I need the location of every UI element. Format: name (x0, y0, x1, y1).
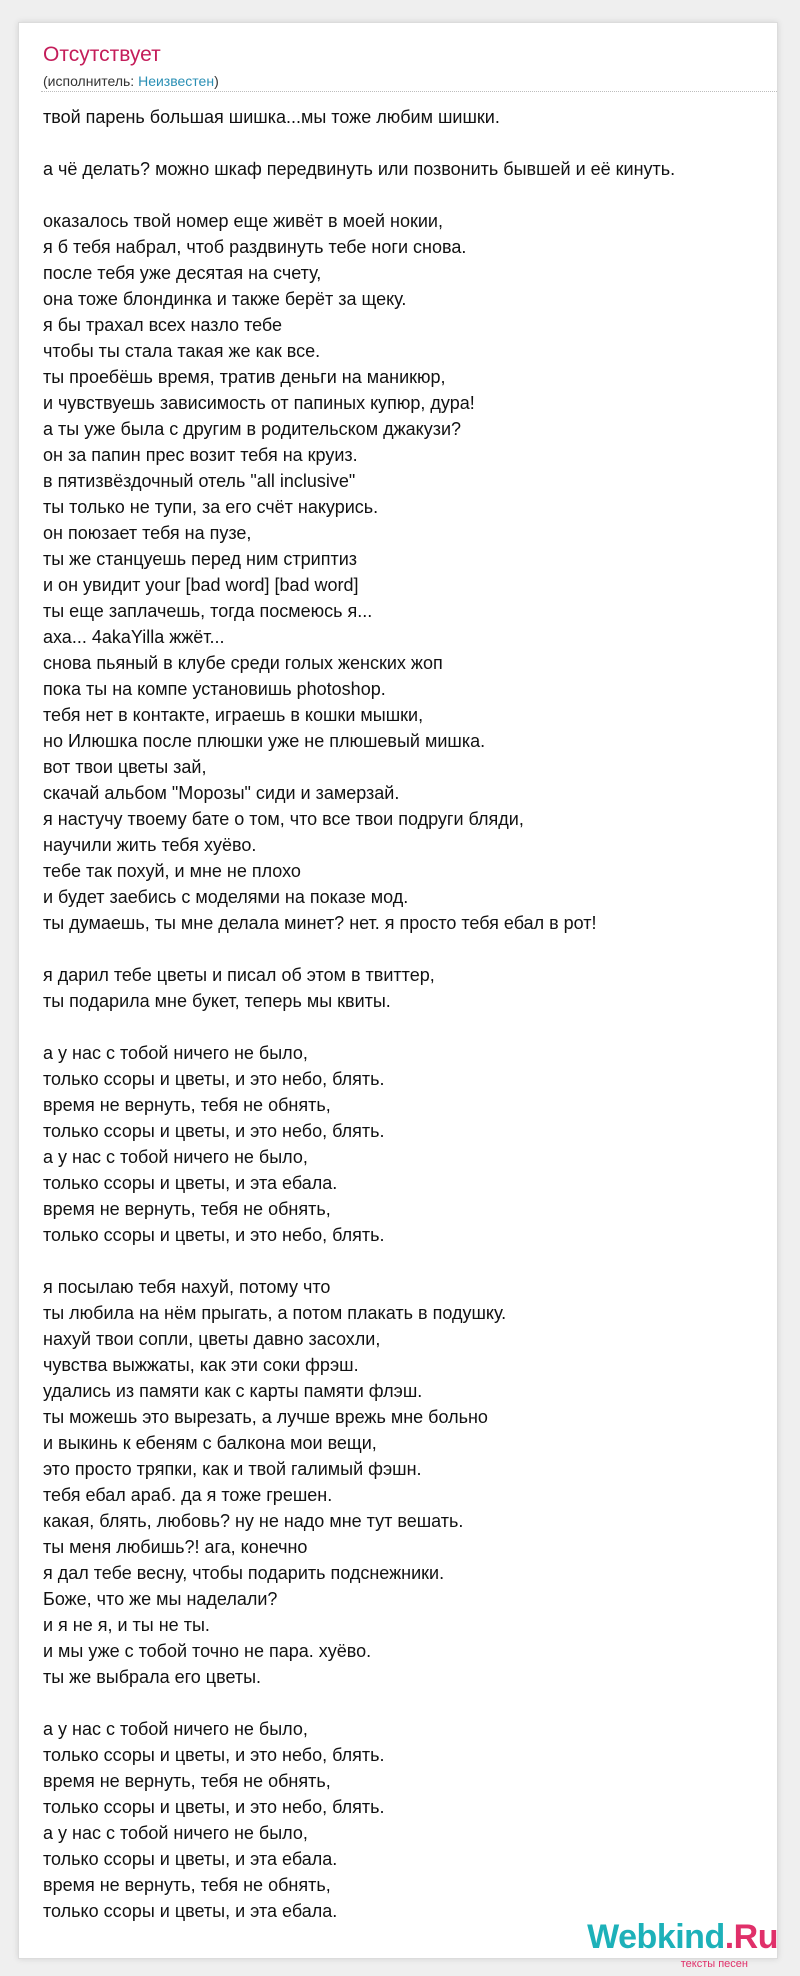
lyric-line: ты только не тупи, за его счёт накурись. (43, 497, 379, 517)
lyric-line: и он увидит your [bad word] [bad word] (43, 575, 359, 595)
lyric-line: научили жить тебя хуёво. (43, 835, 257, 855)
lyric-line: я дал тебе весну, чтобы подарить подснежники. (43, 1563, 445, 1583)
lyric-line: она тоже блондинка и также берёт за щеку. (43, 289, 407, 309)
lyric-line: ты подарила мне букет, теперь мы квиты. (43, 991, 391, 1011)
lyric-line: я б тебя набрал, чтоб раздвинуть тебе ноги снова. (43, 237, 467, 257)
lyric-line: ты можешь это вырезать, а лучше врежь мне больно (43, 1407, 488, 1427)
lyric-line: а чё делать? можно шкаф передвинуть или позвонить бывшей и её кинуть. (43, 159, 676, 179)
lyric-line: время не вернуть, тебя не обнять, (43, 1875, 331, 1895)
lyric-line: ты думаешь, ты мне делала минет? нет. я просто тебя ебал в рот! (43, 913, 597, 933)
stanza (43, 208, 773, 936)
lyric-line: оказалось твой номер еще живёт в моей нокии, (43, 211, 443, 231)
artist-line (43, 73, 219, 89)
lyric-line: скачай альбом "Морозы" сиди и замерзай. (43, 783, 400, 803)
lyric-line: я посылаю тебя нахуй, потому что (43, 1277, 331, 1297)
lyric-line: удались из памяти как с карты памяти флэш. (43, 1381, 423, 1401)
stanza (43, 1716, 773, 1924)
lyrics-page (18, 22, 778, 1959)
lyric-line: ты же станцуешь перед ним стриптиз (43, 549, 358, 569)
stanza (43, 156, 773, 182)
stanza (43, 1040, 773, 1248)
lyric-line: а у нас с тобой ничего не было, (43, 1043, 308, 1063)
lyric-line: он за папин прес возит тебя на круиз. (43, 445, 358, 465)
stanza (43, 104, 773, 130)
lyric-line: только ссоры и цветы, и это небо, блять. (43, 1121, 385, 1141)
lyric-line: и я не я, и ты не ты. (43, 1615, 210, 1635)
lyric-line: аха... 4akaYilla жжёт... (43, 627, 225, 647)
lyric-line: ты любила на нём прыгать, а потом плакать в подушку. (43, 1303, 507, 1323)
lyric-line: это просто тряпки, как и твой галимый фэшн. (43, 1459, 422, 1479)
lyric-line: Боже, что же мы наделали? (43, 1589, 278, 1609)
brand-name: Webkind (587, 1918, 725, 1956)
lyric-line: время не вернуть, тебя не обнять, (43, 1199, 331, 1219)
lyric-line: твой парень большая шишка...мы тоже любим шишки. (43, 107, 500, 127)
lyric-line: и мы уже с тобой точно не пара. хуёво. (43, 1641, 372, 1661)
lyric-line: тебя нет в контакте, играешь в кошки мышки, (43, 705, 424, 725)
lyric-line: ты же выбрала его цветы. (43, 1667, 262, 1687)
lyric-line: а ты уже была с другим в родительском джакузи? (43, 419, 462, 439)
lyric-line: снова пьяный в клубе среди голых женских жоп (43, 653, 443, 673)
stanza (43, 962, 773, 1014)
lyric-line: пока ты на компе установишь photoshop. (43, 679, 386, 699)
lyric-line: только ссоры и цветы, и это небо, блять. (43, 1225, 385, 1245)
lyric-line: и будет заебись с моделями на показе мод. (43, 887, 409, 907)
lyric-line: а у нас с тобой ничего не было, (43, 1823, 308, 1843)
lyric-line: я дарил тебе цветы и писал об этом в твиттер, (43, 965, 435, 985)
lyric-line: ты проебёшь время, тратив деньги на маникюр, (43, 367, 446, 387)
divider (41, 91, 777, 92)
artist-suffix: ) (214, 73, 219, 89)
lyric-line: в пятизвёздочный отель "all inclusive" (43, 471, 356, 491)
lyric-line: ты еще заплачешь, тогда посмеюсь я... (43, 601, 373, 621)
lyric-line: вот твои цветы зай, (43, 757, 207, 777)
lyric-line: время не вернуть, тебя не обнять, (43, 1771, 331, 1791)
lyric-line: после тебя уже десятая на счету, (43, 263, 322, 283)
artist-link[interactable]: Неизвестен (138, 73, 215, 89)
brand-logo (587, 1918, 778, 1957)
lyric-line: тебе так похуй, и мне не плохо (43, 861, 301, 881)
lyric-line: а у нас с тобой ничего не было, (43, 1719, 308, 1739)
lyric-line: ты меня любишь?! ага, конечно (43, 1537, 308, 1557)
lyric-line: чувства выжжаты, как эти соки фрэш. (43, 1355, 359, 1375)
lyric-line: а у нас с тобой ничего не было, (43, 1147, 308, 1167)
lyric-line: и чувствуешь зависимость от папиных купюр, дура! (43, 393, 475, 413)
lyric-line: он поюзает тебя на пузе, (43, 523, 252, 543)
lyric-line: только ссоры и цветы, и эта ебала. (43, 1901, 338, 1921)
stanza (43, 1274, 773, 1690)
lyric-line: тебя ебал араб. да я тоже грешен. (43, 1485, 333, 1505)
song-title: Отсутствует (43, 43, 161, 66)
lyric-line: время не вернуть, тебя не обнять, (43, 1095, 331, 1115)
lyric-line: только ссоры и цветы, и это небо, блять. (43, 1069, 385, 1089)
site-watermark (558, 1918, 778, 1970)
artist-prefix: (исполнитель: (43, 73, 139, 89)
lyric-line: я настучу твоему бате о том, что все твои подруги бляди, (43, 809, 524, 829)
brand-tagline: тексты песен (680, 1958, 748, 1970)
lyric-line: нахуй твои сопли, цветы давно засохли, (43, 1329, 381, 1349)
lyrics-body (43, 104, 773, 1950)
lyric-line: но Илюшка после плюшки уже не плюшевый мишка. (43, 731, 486, 751)
lyric-line: только ссоры и цветы, и это небо, блять. (43, 1797, 385, 1817)
lyric-line: чтобы ты стала такая же как все. (43, 341, 321, 361)
lyric-line: только ссоры и цветы, и это небо, блять. (43, 1745, 385, 1765)
lyric-line: и выкинь к ебеням с балкона мои вещи, (43, 1433, 377, 1453)
lyric-line: только ссоры и цветы, и эта ебала. (43, 1849, 338, 1869)
lyric-line: только ссоры и цветы, и эта ебала. (43, 1173, 338, 1193)
brand-tld: .Ru (724, 1918, 778, 1956)
lyric-line: я бы трахал всех назло тебе (43, 315, 283, 335)
lyric-line: какая, блять, любовь? ну не надо мне тут вешать. (43, 1511, 464, 1531)
